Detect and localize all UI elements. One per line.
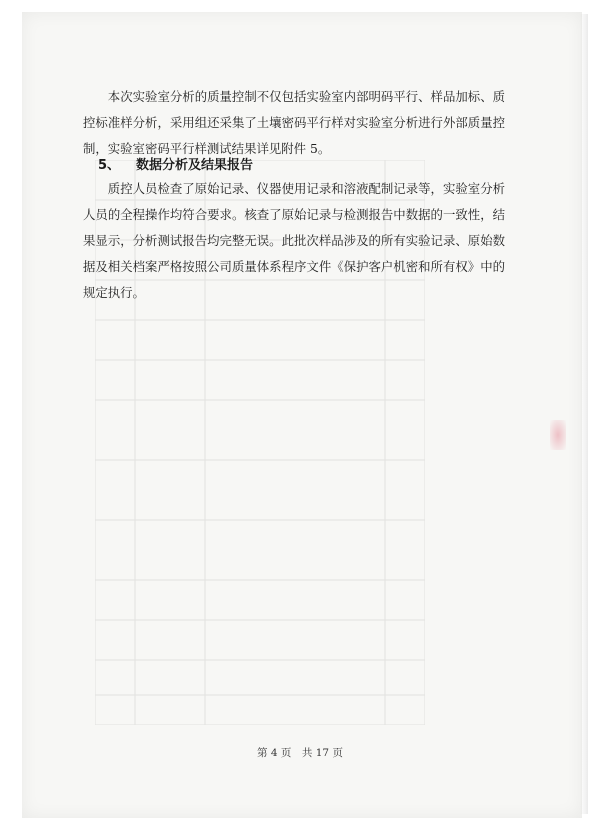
section-heading: [98, 154, 253, 173]
section-number: 5、: [98, 158, 121, 173]
red-ink-smudge: [550, 420, 566, 450]
data-analysis-paragraph: 质控人员检查了原始记录、仪器使用记录和溶液配制记录等，实验室分析人员的全程操作均符合要求。核查了原始记录与检测报告中数据的一致性，结果显示，分析测试报告均完整无误。此批次样品涉及的所有实验记录、原始数据及相关档案严格按照公司质量体系程序文件《保护客户机密和所有权》中的规定执行。: [83, 181, 505, 300]
page-number-footer: 第 4 页 共 17 页: [257, 747, 343, 759]
quality-control-paragraph: 本次实验室分析的质量控制不仅包括实验室内部明码平行、样品加标、质控标准样分析，采用组还采集了土壤密码平行样对实验室分析进行外部质量控制，实验室密码平行样测试结果详见附件 5。: [83, 89, 505, 156]
section-title: 数据分析及结果报告: [136, 158, 254, 173]
page-edge-shadow: [580, 14, 588, 814]
